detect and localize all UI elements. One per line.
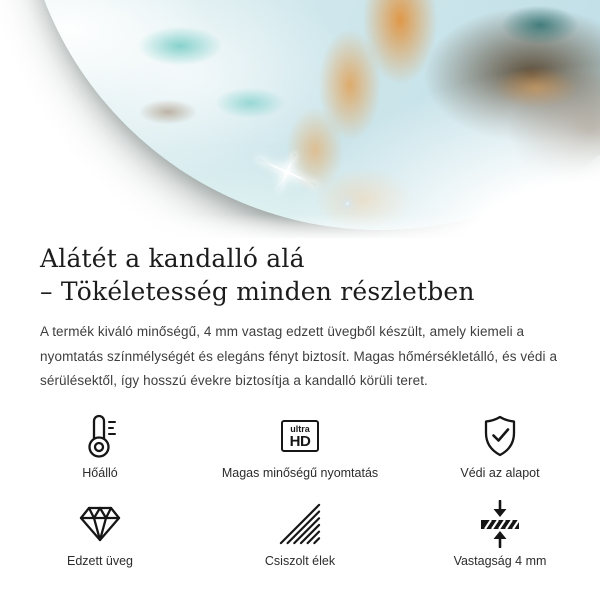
shield-check-icon: [480, 412, 520, 460]
page-title-line1: Alátét a kandalló alá: [40, 244, 305, 273]
feature-label: Magas minőségű nyomtatás: [221, 465, 379, 480]
feature-polished-edges: [200, 500, 400, 568]
feature-label: Hőálló: [82, 465, 118, 480]
marble-print: [20, 0, 600, 230]
polished-edge-icon: [279, 500, 321, 548]
ultra-hd-icon: [281, 412, 319, 460]
glint-highlight: [346, 202, 349, 205]
page-title: [40, 238, 560, 308]
feature-heat-resistant: [0, 412, 200, 480]
feature-protects-base: [400, 412, 600, 480]
thermometer-icon: [82, 412, 118, 460]
feature-tempered-glass: [0, 500, 200, 568]
thickness-icon: [478, 500, 522, 548]
feature-label: Vastagság 4 mm: [453, 553, 547, 568]
feature-ultra-hd-print: [200, 412, 400, 480]
diamond-icon: [78, 500, 122, 548]
sparkle-highlight: [284, 169, 290, 175]
feature-label: Csiszolt élek: [264, 553, 336, 568]
ultra-hd-badge-bottom: HD: [289, 432, 311, 450]
ultra-hd-badge-top: ultra: [290, 423, 310, 434]
features-grid: [0, 412, 600, 568]
feature-label: Védi az alapot: [460, 465, 540, 480]
product-description: A termék kiváló minőségű, 4 mm vastag edzett üvegből készült, amely kiemeli a nyomtatás színmélységét és elegáns fényt biztosít. Magas hőmérsékletálló, és védi a sérülésektől, így hosszú évekre biztosítja a kandalló körüli teret.: [40, 324, 558, 389]
page-title-line2: – Tökéletesség minden részletben: [40, 277, 475, 306]
product-photo: [0, 0, 600, 238]
feature-thickness: [400, 500, 600, 568]
glass-plate: [20, 0, 600, 230]
feature-label: Edzett üveg: [66, 553, 133, 568]
